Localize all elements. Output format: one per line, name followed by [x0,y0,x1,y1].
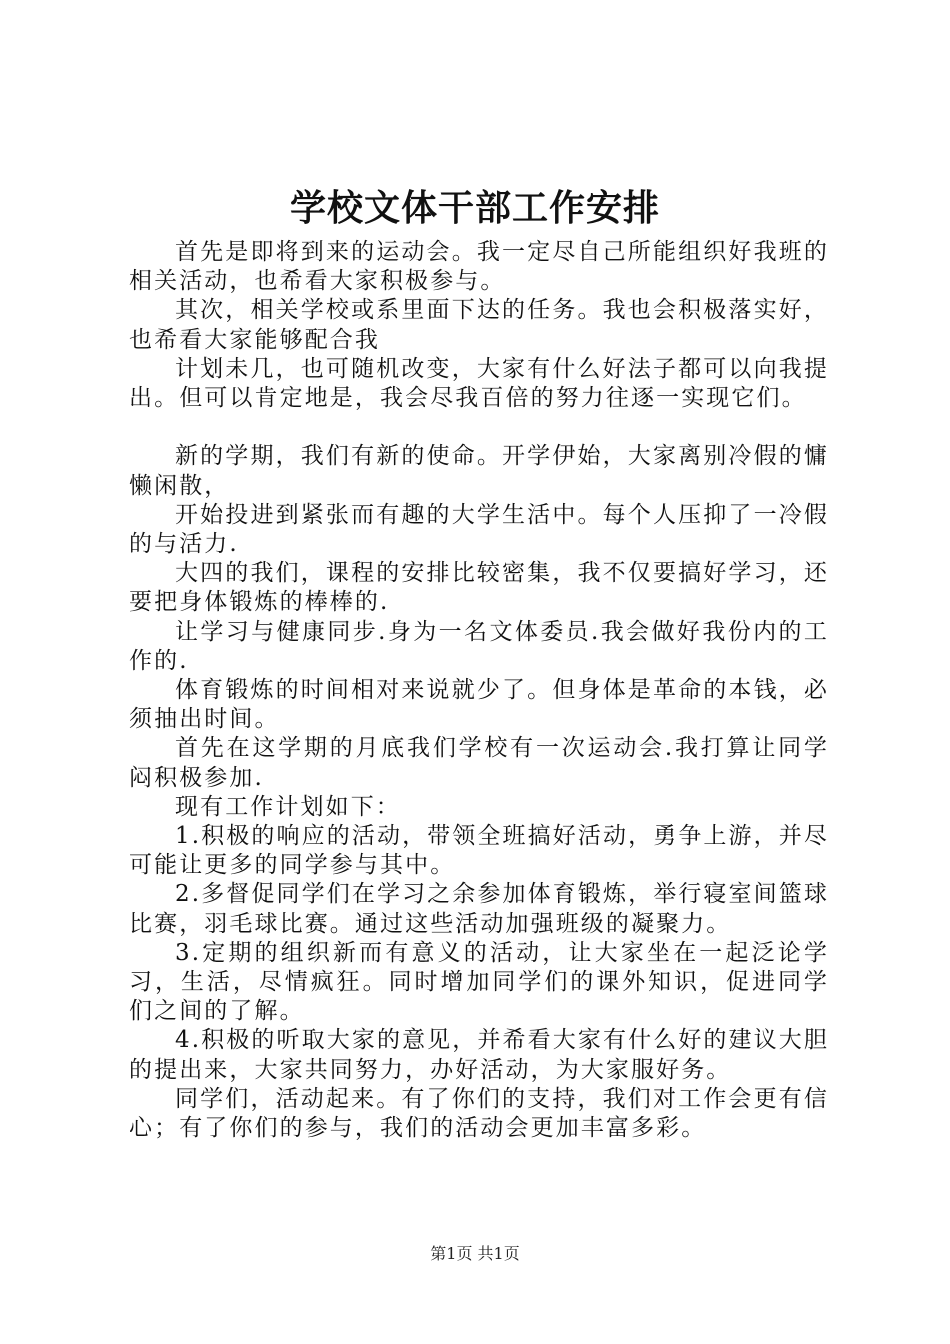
document-body [129,238,829,1143]
paragraph: 计划未几，也可随机改变，大家有什么好法子都可以向我提出。但可以肯定地是，我会尽我百倍的努力往逐一实现它们。 [129,355,829,412]
paragraph: 首先在这学期的月底我们学校有一次运动会.我打算让同学闷积极参加. [129,735,829,791]
paragraph: 大四的我们，课程的安排比较密集，我不仅要搞好学习，还要把身体锻炼的棒棒的. [129,560,829,616]
paragraph: 同学们，活动起来。有了你们的支持，我们对工作会更有信心；有了你们的参与，我们的活动会更加丰富多彩。 [129,1085,829,1142]
paragraph: 开始投进到紧张而有趣的大学生活中。每个人压抑了一冷假的与活力. [129,501,829,558]
page-footer: 第1页 共1页 [430,1244,520,1263]
list-item: 4.积极的听取大家的意见，并希看大家有什么好的建议大胆的提出来，大家共同努力，办好活动，为大家服好务。 [129,1027,829,1083]
list-item: 1.积极的响应的活动，带领全班搞好活动，勇争上游，并尽可能让更多的同学参与其中。 [129,823,829,879]
paragraph: 让学习与健康同步.身为一名文体委员.我会做好我份内的工作的. [129,618,829,674]
blank-line [129,413,829,442]
paragraph: 新的学期，我们有新的使命。开学伊始，大家离别冷假的慵懒闲散， [129,443,829,499]
paragraph: 其次，相关学校或系里面下达的任务。我也会积极落实好，也希看大家能够配合我 [129,297,829,353]
paragraph: 现有工作计划如下： [175,793,401,820]
paragraph: 体育锻炼的时间相对来说就少了。但身体是革命的本钱，必须抽出时间。 [129,677,829,733]
paragraph: 首先是即将到来的运动会。我一定尽自己所能组织好我班的相关活动，也希看大家积极参与。 [129,239,829,295]
list-item: 2.多督促同学们在学习之余参加体育锻炼，举行寝室间篮球比赛，羽毛球比赛。通过这些活动加强班级的凝聚力。 [129,881,829,937]
document-title: 学校文体干部工作安排 [289,187,660,229]
list-item: 3.定期的组织新而有意义的活动，让大家坐在一起泛论学习，生活，尽情疯狂。同时增加同学们的课外知识，促进同学们之间的了解。 [129,939,829,1025]
